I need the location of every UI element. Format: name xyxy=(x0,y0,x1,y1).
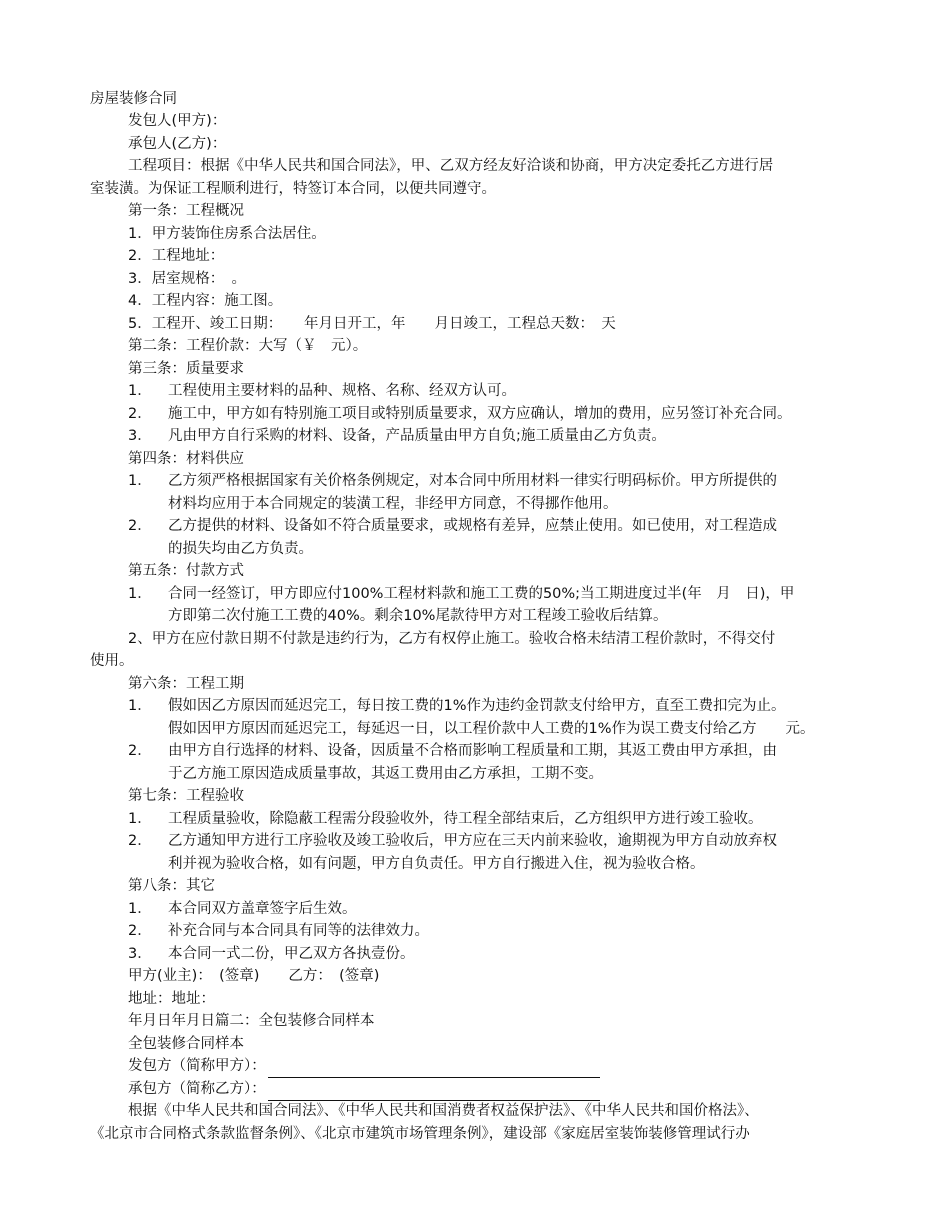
list-number: 1． xyxy=(128,811,152,827)
section-heading: 第七条：工程验收 xyxy=(128,788,244,804)
list-item: 乙方须严格根据国家有关价格条例规定，对本合同中所用材料一律实行明码标价。甲方所提供的 xyxy=(168,473,777,489)
list-item: 4．工程内容：施工图。 xyxy=(128,293,283,309)
list-number: 1． xyxy=(128,901,152,917)
paragraph-line: 工程项目：根据《中华人民共和国合同法》，甲、乙双方经友好洽谈和协商，甲方决定委托乙方进行居 xyxy=(128,158,774,174)
employer-field-label: 发包方（简称甲方）： xyxy=(128,1058,266,1074)
list-item: 合同一经签订，甲方即应付100%工程材料款和施工工费的50%;当工期进度过半(年 月 日)，甲 xyxy=(168,586,795,602)
contractor-blank[interactable] xyxy=(268,1084,600,1101)
list-item: 工程使用主要材料的品种、规格、名称、经双方认可。 xyxy=(168,383,516,399)
list-item: 1．甲方装饰住房系合法居住。 xyxy=(128,226,326,242)
contractor-label: 承包人(乙方)： xyxy=(128,136,227,152)
paragraph-line: 室装潢。为保证工程顺利进行，特签订本合同，以便共同遵守。 xyxy=(90,181,496,197)
list-item: 由甲方自行选择的材料、设备，因质量不合格而影响工程质量和工期，其返工费由甲方承担，由 xyxy=(168,743,777,759)
list-number: 1． xyxy=(128,698,152,714)
list-item: 本合同一式二份，甲乙双方各执壹份。 xyxy=(168,946,415,962)
section-heading: 第六条：工程工期 xyxy=(128,676,244,692)
list-number: 2． xyxy=(128,518,152,534)
list-number: 1． xyxy=(128,473,152,489)
list-item: 2．工程地址： xyxy=(128,248,225,264)
document-title: 房屋装修合同 xyxy=(90,91,177,107)
list-item: 施工中，甲方如有特别施工项目或特别质量要求，双方应确认，增加的费用，应另签订补充合同。 xyxy=(168,406,792,422)
list-item-continued: 利并视为验收合格，如有问题，甲方自负责任。甲方自行搬进入住，视为验收合格。 xyxy=(168,856,705,872)
signature-line: 甲方(业主)： (签章) 乙方： (签章) xyxy=(128,968,380,984)
list-item: 工程质量验收，除隐蔽工程需分段验收外，待工程全部结束后，乙方组织甲方进行竣工验收。 xyxy=(168,811,763,827)
list-number: 2． xyxy=(128,833,152,849)
list-number: 2． xyxy=(128,406,152,422)
list-item-continued: 材料均应用于本合同规定的装潢工程，非经甲方同意，不得挪作他用。 xyxy=(168,496,618,512)
list-item: 补充合同与本合同具有同等的法律效力。 xyxy=(168,923,429,939)
list-item-continued: 于乙方施工原因造成质量事故，其返工费用由乙方承担，工期不变。 xyxy=(168,766,603,782)
contractor-field-label: 承包方（简称乙方）： xyxy=(128,1081,266,1097)
section-heading: 第一条：工程概况 xyxy=(128,203,244,219)
list-item-continued: 的损失均由乙方负责。 xyxy=(168,541,313,557)
list-item: 假如因乙方原因而延迟完工，每日按工费的1%作为违约金罚款支付给甲方，直至工费扣完为止。 xyxy=(168,698,786,714)
list-number: 1． xyxy=(128,586,152,602)
date-line: 年月日年月日篇二：全包装修合同样本 xyxy=(128,1013,375,1029)
address-line: 地址：地址： xyxy=(128,991,215,1007)
list-item: 5．工程开、竣工日期： 年月日开工，年 月日竣工，工程总天数： 天 xyxy=(128,316,616,332)
list-number: 2． xyxy=(128,743,152,759)
subtitle: 全包装修合同样本 xyxy=(128,1036,244,1052)
section-heading: 第三条：质量要求 xyxy=(128,361,244,377)
list-item: 凡由甲方自行采购的材料、设备，产品质量由甲方自负;施工质量由乙方负责。 xyxy=(168,428,666,444)
section-heading: 第二条：工程价款：大写（￥ 元）。 xyxy=(128,338,368,354)
list-item-continued: 方即第二次付施工工费的40%。剩余10%尾款待甲方对工程竣工验收后结算。 xyxy=(168,608,668,624)
contractor-field xyxy=(128,1078,600,1101)
list-item: 乙方提供的材料、设备如不符合质量要求，或规格有差异，应禁止使用。如已使用，对工程造成 xyxy=(168,518,777,534)
list-item-continued: 假如因甲方原因而延迟完工，每延迟一日，以工程价款中人工费的1%作为误工费支付给乙方 元。 xyxy=(168,721,815,737)
list-number: 1． xyxy=(128,383,152,399)
list-item: 本合同双方盖章签字后生效。 xyxy=(168,901,357,917)
employer-blank[interactable] xyxy=(268,1061,600,1078)
section-heading: 第四条：材料供应 xyxy=(128,451,244,467)
employer-field xyxy=(128,1055,600,1078)
paragraph-line: 根据《中华人民共和国合同法》、《中华人民共和国消费者权益保护法》、《中华人民共和国价格法》、 xyxy=(128,1103,759,1119)
employer-label: 发包人(甲方)： xyxy=(128,113,227,129)
section-heading: 第五条：付款方式 xyxy=(128,563,244,579)
list-item: 3．居室规格： 。 xyxy=(128,271,246,287)
list-number: 2． xyxy=(128,923,152,939)
paragraph-line: 2、甲方在应付款日期不付款是违约行为，乙方有权停止施工。验收合格未结清工程价款时，不得交付 xyxy=(128,631,776,647)
paragraph-line: 《北京市合同格式条款监督条例》、《北京市建筑市场管理条例》，建设部《家庭居室装饰装修管理试行办 xyxy=(90,1126,750,1142)
list-item: 乙方通知甲方进行工序验收及竣工验收后，甲方应在三天内前来验收，逾期视为甲方自动放弃权 xyxy=(168,833,777,849)
list-number: 3． xyxy=(128,946,152,962)
section-heading: 第八条：其它 xyxy=(128,878,215,894)
paragraph-line: 使用。 xyxy=(90,653,134,669)
list-number: 3． xyxy=(128,428,152,444)
